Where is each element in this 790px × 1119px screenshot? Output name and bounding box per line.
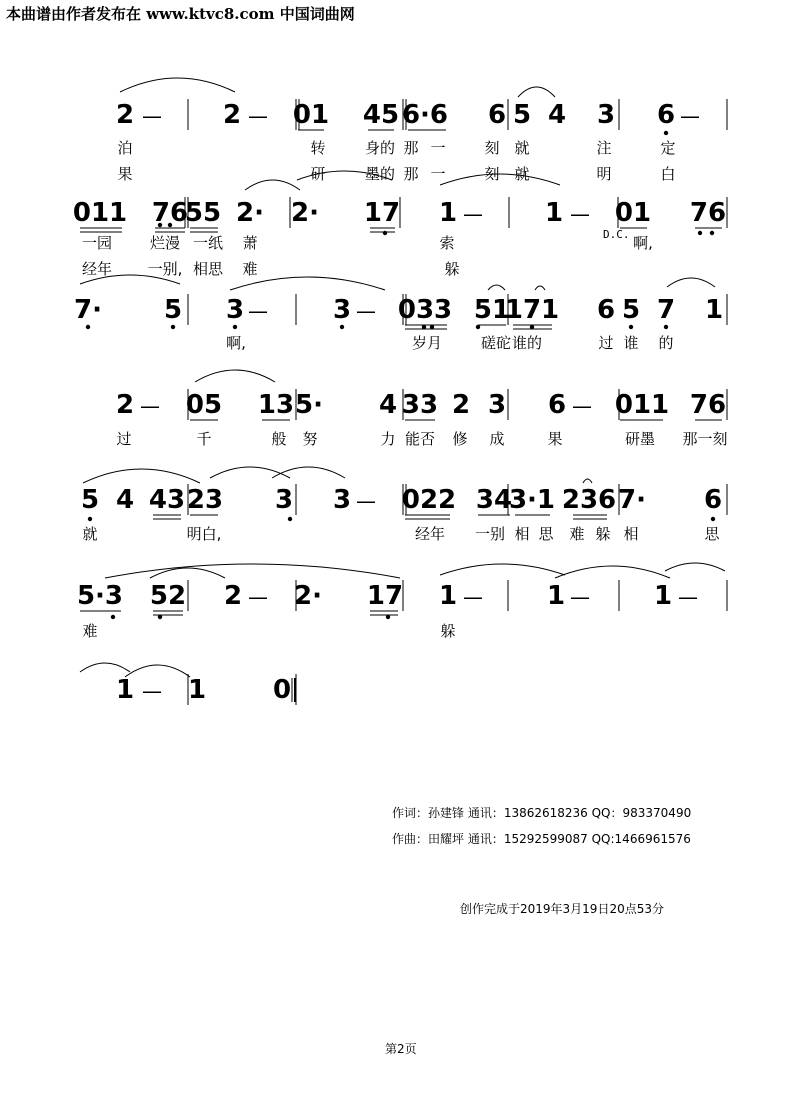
lyricist-credit: 作词：孙建锋 通讯：13862618236 QQ：983370490	[392, 806, 692, 820]
lyric-text: 泊	[117, 139, 133, 157]
octave-dot	[111, 615, 115, 619]
note-numeral: 2	[223, 581, 243, 611]
lyric-text: 那	[403, 165, 419, 183]
note-numeral: 55	[184, 198, 222, 228]
lyric-text: 相	[623, 525, 639, 543]
sustain-dash: —	[356, 299, 376, 323]
note-numeral: 51	[473, 295, 511, 325]
octave-dot	[386, 615, 390, 619]
note-numeral: 45	[362, 100, 400, 130]
lyric-text: 一别	[474, 525, 506, 543]
lyric-text: 烂漫	[149, 234, 181, 252]
lyric-text: 过	[598, 334, 614, 352]
lyric-text: 千	[196, 430, 212, 448]
lyric-text: 身的	[364, 139, 396, 157]
page-number: 第2页	[385, 1042, 417, 1056]
note-numeral: 171	[504, 295, 560, 325]
note-numeral: 3	[596, 100, 616, 130]
lyric-text: 啊,	[226, 334, 246, 352]
lyric-text: 能否	[404, 430, 436, 448]
octave-dot	[88, 517, 92, 521]
note-numeral: 3	[332, 485, 352, 515]
sustain-dash: —	[140, 394, 160, 418]
note-numeral: 5	[621, 295, 641, 325]
dc-marker: D.C.	[603, 228, 630, 241]
note-numeral: 5·	[295, 390, 323, 420]
octave-dot	[233, 325, 237, 329]
note-numeral: 5	[163, 295, 183, 325]
note-numeral: 1	[438, 581, 458, 611]
slur-arc	[665, 563, 725, 571]
slur-arc	[83, 469, 200, 483]
note-numeral: 5	[512, 100, 532, 130]
lyric-text: 磋砣	[480, 334, 512, 352]
note-numeral: 1	[115, 675, 135, 705]
note-numeral: 05	[185, 390, 223, 420]
slur-arc	[195, 370, 275, 382]
octave-dot	[698, 231, 702, 235]
note-numeral: 3	[274, 485, 294, 515]
slur-arc	[210, 467, 290, 478]
slur-arc	[125, 665, 190, 677]
note-numeral: 236	[561, 485, 617, 515]
composer-credit: 作曲：田耀坪 通讯：15292599087 QQ:1466961576	[392, 832, 691, 846]
note-numeral: 6·6	[401, 100, 449, 130]
lyric-text: 明	[596, 165, 612, 183]
octave-dot	[664, 131, 668, 135]
octave-dot	[476, 325, 480, 329]
sustain-dash: —	[680, 104, 700, 128]
note-numeral: 1	[187, 675, 207, 705]
note-numeral: 2	[222, 100, 242, 130]
sustain-dash: —	[356, 489, 376, 513]
slur-arc	[518, 87, 555, 97]
lyric-text: 一别,	[147, 260, 183, 278]
slur-arc	[120, 78, 235, 92]
lyric-text: 经年	[81, 260, 113, 278]
note-numeral: 01	[292, 100, 330, 130]
lyric-text: 明白,	[186, 525, 222, 543]
note-numeral: 17	[366, 581, 404, 611]
octave-dot	[629, 325, 633, 329]
note-numeral: 3	[487, 390, 507, 420]
octave-dot	[383, 231, 387, 235]
lyric-text: 果	[117, 165, 133, 183]
lyric-text: 成	[489, 430, 505, 448]
lyric-text: 就	[514, 165, 530, 183]
lyric-text: 躲	[595, 525, 611, 543]
slur-arc	[272, 467, 345, 478]
note-numeral: 1	[438, 198, 458, 228]
completion-date: 创作完成于2019年3月19日20点53分	[460, 902, 664, 916]
lyric-text: 研墨	[624, 430, 656, 448]
sustain-dash: —	[463, 585, 483, 609]
lyric-text: 力	[380, 430, 396, 448]
note-numeral: 2	[115, 390, 135, 420]
octave-dot	[86, 325, 90, 329]
note-numeral: 76	[689, 390, 727, 420]
note-numeral: 6	[547, 390, 567, 420]
note-numeral: 2	[451, 390, 471, 420]
sustain-dash: —	[248, 585, 268, 609]
lyric-text: 难	[569, 525, 585, 543]
sustain-dash: —	[248, 104, 268, 128]
lyric-text: 索	[439, 234, 455, 252]
note-numeral: 4	[378, 390, 398, 420]
lyric-text: 努	[302, 430, 318, 448]
octave-dot	[422, 325, 426, 329]
lyric-text: 那	[403, 139, 419, 157]
slur-arc	[488, 285, 505, 290]
note-numeral: 2	[115, 100, 135, 130]
lyric-text: 修	[452, 430, 468, 448]
lyric-text: 啊,	[633, 234, 653, 252]
note-numeral: 3	[332, 295, 352, 325]
octave-dot	[711, 517, 715, 521]
lyric-text: 那一刻	[682, 430, 728, 448]
octave-dot	[171, 325, 175, 329]
octave-dot	[158, 615, 162, 619]
lyric-text: 萧	[242, 234, 258, 252]
slur-arc	[535, 286, 545, 290]
slur-arc	[80, 663, 130, 672]
slur-arc	[555, 566, 670, 578]
note-numeral: 76	[689, 198, 727, 228]
lyric-text: 一纸	[192, 234, 224, 252]
lyric-text: 一	[430, 139, 446, 157]
note-numeral: 3·1	[508, 485, 556, 515]
lyric-text: 一	[430, 165, 446, 183]
note-numeral: 3	[225, 295, 245, 325]
lyric-text: 一园	[81, 234, 113, 252]
note-numeral: 1	[544, 198, 564, 228]
note-numeral: 6	[596, 295, 616, 325]
note-numeral: 7·	[74, 295, 102, 325]
note-numeral: 2·	[291, 198, 319, 228]
lyric-text: 白	[660, 165, 676, 183]
note-numeral: 17	[363, 198, 401, 228]
lyric-text: 就	[514, 139, 530, 157]
note-numeral: 022	[401, 485, 457, 515]
lyric-text: 思	[538, 525, 554, 543]
lyric-text: 难	[242, 260, 258, 278]
lyric-text: 思	[704, 525, 720, 543]
sustain-dash: —	[142, 104, 162, 128]
slur-arc	[583, 479, 592, 483]
lyric-text: 定	[660, 139, 676, 157]
lyric-text: 研	[310, 165, 326, 183]
note-numeral: 1	[653, 581, 673, 611]
note-numeral: 1	[546, 581, 566, 611]
note-numeral: 33	[401, 390, 439, 420]
note-numeral: 2·	[294, 581, 322, 611]
note-numeral: 6	[703, 485, 723, 515]
note-numeral: 01	[614, 198, 652, 228]
slur-arc	[667, 278, 715, 287]
note-numeral: 0	[272, 675, 292, 705]
note-numeral: 6	[487, 100, 507, 130]
note-numeral: 43	[148, 485, 186, 515]
note-numeral: 76	[151, 198, 189, 228]
slur-arc	[440, 564, 565, 575]
sustain-dash: —	[463, 202, 483, 226]
sustain-dash: —	[142, 679, 162, 703]
lyric-text: 刻	[484, 139, 500, 157]
lyric-text: 岁月	[411, 334, 443, 352]
lyric-text: 转	[310, 139, 326, 157]
note-numeral: 34	[475, 485, 513, 515]
page-header: 本曲谱由作者发布在 www.ktvc8.com 中国词曲网	[6, 5, 355, 23]
note-numeral: 52	[149, 581, 187, 611]
lyric-text: 谁	[623, 334, 639, 352]
lyric-text: 躲	[444, 260, 460, 278]
lyric-text: 的	[658, 334, 674, 352]
note-numeral: 7	[656, 295, 676, 325]
note-numeral: 6	[656, 100, 676, 130]
sustain-dash: —	[570, 202, 590, 226]
lyric-text: 过	[116, 430, 132, 448]
note-numeral: 13	[257, 390, 295, 420]
lyric-text: 墨的	[364, 165, 396, 183]
lyric-text: 刻	[484, 165, 500, 183]
octave-dot	[710, 231, 714, 235]
lyric-text: 经年	[414, 525, 446, 543]
sustain-dash: —	[678, 585, 698, 609]
lyric-text: 注	[596, 139, 612, 157]
octave-dot	[664, 325, 668, 329]
sustain-dash: —	[248, 299, 268, 323]
slur-arc	[105, 564, 400, 578]
note-numeral: 4	[547, 100, 567, 130]
lyric-text: 果	[547, 430, 563, 448]
slur-arc	[245, 180, 300, 190]
lyric-text: 难	[82, 622, 98, 640]
note-numeral: 1	[704, 295, 724, 325]
lyric-text: 就	[82, 525, 98, 543]
sustain-dash: —	[570, 585, 590, 609]
lyric-text: 相	[514, 525, 530, 543]
note-numeral: 2·	[236, 198, 264, 228]
octave-dot	[530, 325, 534, 329]
note-numeral: 011	[614, 390, 670, 420]
lyric-text: 躲	[440, 622, 456, 640]
octave-dot	[288, 517, 292, 521]
note-numeral: 4	[115, 485, 135, 515]
note-numeral: 5	[80, 485, 100, 515]
note-numeral: 033	[397, 295, 453, 325]
octave-dot	[340, 325, 344, 329]
lyric-text: 谁的	[511, 334, 543, 352]
lyric-text: 般	[271, 430, 287, 448]
note-numeral: 5·3	[76, 581, 124, 611]
slur-arc	[440, 174, 560, 185]
note-numeral: 011	[72, 198, 128, 228]
octave-dot	[430, 325, 434, 329]
sustain-dash: —	[572, 394, 592, 418]
lyric-text: 相思	[192, 260, 224, 278]
note-numeral: 7·	[618, 485, 646, 515]
note-numeral: 23	[186, 485, 224, 515]
